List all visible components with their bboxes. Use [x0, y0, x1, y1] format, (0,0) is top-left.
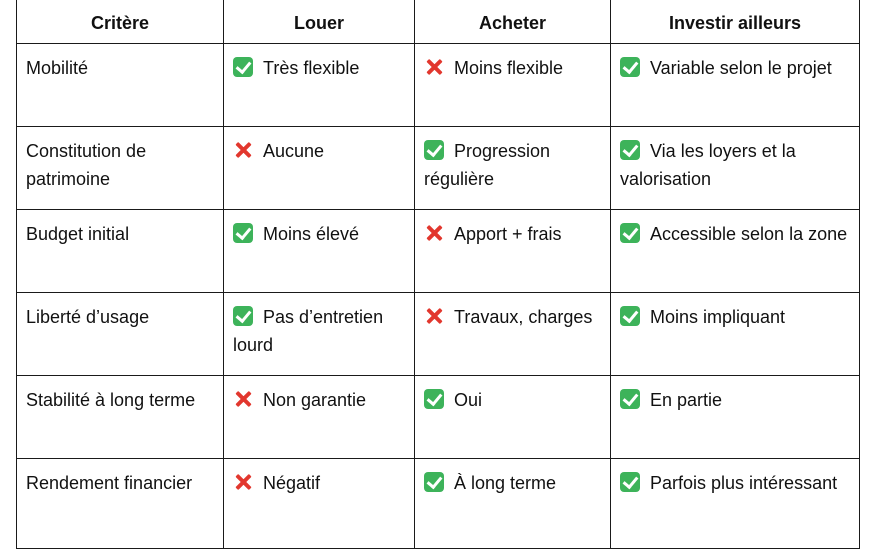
criterion-cell — [17, 127, 224, 210]
cell-text: Moins élevé — [263, 224, 360, 244]
header-critere: Critère — [17, 0, 224, 44]
louer-cell — [224, 44, 415, 127]
criterion-label: Rendement financier — [26, 473, 193, 493]
red-cross-icon — [233, 389, 253, 409]
header-louer: Louer — [224, 0, 415, 44]
investir-cell — [611, 459, 860, 549]
cell-text: Pas d’entretien lourd — [233, 307, 384, 355]
criterion-label: Stabilité à long terme — [26, 390, 196, 410]
cell-text: Oui — [454, 390, 483, 410]
acheter-cell — [415, 376, 611, 459]
green-check-icon — [233, 57, 253, 77]
green-check-icon — [620, 57, 640, 77]
green-check-icon — [620, 223, 640, 243]
cell-text: Via les loyers et la valorisation — [620, 141, 796, 189]
criterion-cell — [17, 459, 224, 549]
acheter-cell — [415, 293, 611, 376]
cell-text: Travaux, charges — [454, 307, 593, 327]
louer-cell — [224, 376, 415, 459]
comparison-table — [16, 0, 860, 549]
cell-text: Très flexible — [263, 58, 360, 78]
criterion-label: Budget initial — [26, 224, 130, 244]
cell-text: Progression régulière — [424, 141, 551, 189]
table-row — [17, 44, 860, 127]
cell-text: Négatif — [263, 473, 321, 493]
acheter-cell — [415, 459, 611, 549]
header-acheter: Acheter — [415, 0, 611, 44]
green-check-icon — [620, 140, 640, 160]
green-check-icon — [424, 389, 444, 409]
acheter-cell — [415, 127, 611, 210]
cell-text: Accessible selon la zone — [650, 224, 848, 244]
cell-text: Moins flexible — [454, 58, 564, 78]
criterion-cell — [17, 376, 224, 459]
green-check-icon — [620, 472, 640, 492]
table-header-row — [17, 0, 860, 44]
green-check-icon — [233, 223, 253, 243]
table-row — [17, 293, 860, 376]
louer-cell — [224, 293, 415, 376]
cell-text: Parfois plus intéressant — [650, 473, 838, 493]
investir-cell — [611, 44, 860, 127]
criterion-cell — [17, 44, 224, 127]
investir-cell — [611, 210, 860, 293]
cell-text: Variable selon le projet — [650, 58, 832, 78]
table-row — [17, 376, 860, 459]
table-row — [17, 210, 860, 293]
cell-text: Non garantie — [263, 390, 367, 410]
red-cross-icon — [424, 223, 444, 243]
investir-cell — [611, 127, 860, 210]
investir-cell — [611, 376, 860, 459]
criterion-cell — [17, 293, 224, 376]
louer-cell — [224, 459, 415, 549]
acheter-cell — [415, 44, 611, 127]
red-cross-icon — [233, 472, 253, 492]
table-row — [17, 459, 860, 549]
criterion-label: Mobilité — [26, 58, 89, 78]
green-check-icon — [424, 140, 444, 160]
comparison-table-container — [16, 0, 860, 549]
header-investir: Investir ailleurs — [611, 0, 860, 44]
red-cross-icon — [424, 57, 444, 77]
table-row — [17, 127, 860, 210]
green-check-icon — [424, 472, 444, 492]
investir-cell — [611, 293, 860, 376]
red-cross-icon — [424, 306, 444, 326]
green-check-icon — [620, 389, 640, 409]
criterion-cell — [17, 210, 224, 293]
cell-text: En partie — [650, 390, 723, 410]
red-cross-icon — [233, 140, 253, 160]
acheter-cell — [415, 210, 611, 293]
green-check-icon — [233, 306, 253, 326]
cell-text: Aucune — [263, 141, 325, 161]
louer-cell — [224, 127, 415, 210]
louer-cell — [224, 210, 415, 293]
green-check-icon — [620, 306, 640, 326]
cell-text: À long terme — [454, 473, 557, 493]
cell-text: Moins impliquant — [650, 307, 786, 327]
criterion-label: Constitution de patrimoine — [26, 141, 147, 189]
criterion-label: Liberté d’usage — [26, 307, 150, 327]
cell-text: Apport + frais — [454, 224, 562, 244]
